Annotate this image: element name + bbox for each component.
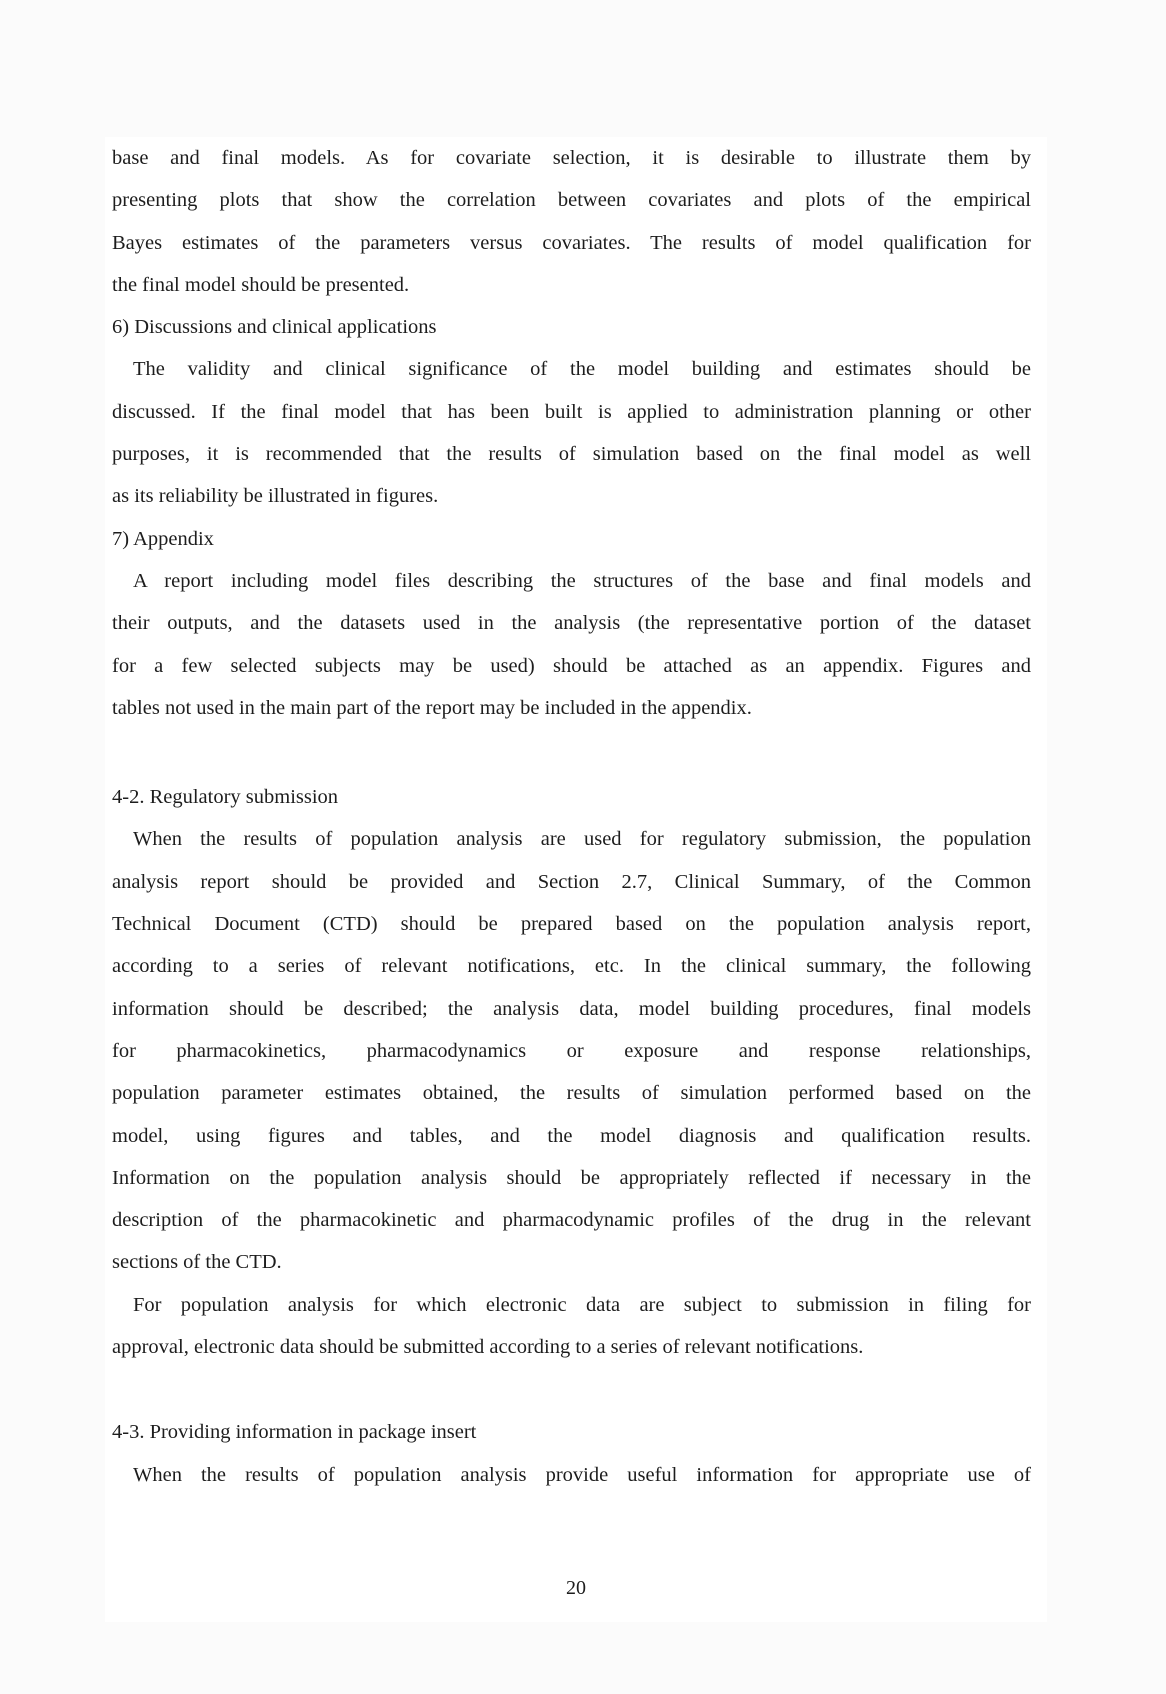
text-line: Bayes estimates of the parameters versus covariates. The results of model qualification for <box>112 231 1031 254</box>
text-line: purposes, it is recommended that the results of simulation based on the final model as well <box>112 443 1031 466</box>
text-line: their outputs, and the datasets used in the analysis (the representative portion of the dataset <box>112 612 1031 635</box>
text-line: as its reliability be illustrated in figures. <box>112 485 439 508</box>
text-line: presenting plots that show the correlation between covariates and plots of the empirical <box>112 189 1031 212</box>
text-line: Technical Document (CTD) should be prepared based on the population analysis report, <box>112 913 1031 936</box>
text-line: information should be described; the analysis data, model building procedures, final models <box>112 997 1031 1020</box>
text-line: for a few selected subjects may be used) should be attached as an appendix. Figures and <box>112 654 1031 677</box>
document-page <box>105 137 1047 1622</box>
text-line: discussed. If the final model that has been built is applied to administration planning or other <box>112 400 1031 423</box>
text-line: 4-3. Providing information in package insert <box>112 1421 477 1444</box>
text-line: 6) Discussions and clinical applications <box>112 316 437 339</box>
text-line: model, using figures and tables, and the model diagnosis and qualification results. <box>112 1124 1031 1147</box>
text-line: When the results of population analysis provide useful information for appropriate use of <box>133 1463 1031 1486</box>
text-line: Information on the population analysis should be appropriately reflected if necessary in the <box>112 1166 1031 1189</box>
text-line: according to a series of relevant notifications, etc. In the clinical summary, the following <box>112 955 1031 978</box>
text-line: the final model should be presented. <box>112 273 410 296</box>
text-line: tables not used in the main part of the report may be included in the appendix. <box>112 696 752 719</box>
text-line: The validity and clinical significance of the model building and estimates should be <box>133 358 1031 381</box>
text-line: description of the pharmacokinetic and pharmacodynamic profiles of the drug in the relevant <box>112 1209 1031 1232</box>
text-line: approval, electronic data should be submitted according to a series of relevant notifications. <box>112 1336 864 1359</box>
text-line: 7) Appendix <box>112 527 214 550</box>
text-line: population parameter estimates obtained, the results of simulation performed based on the <box>112 1082 1031 1105</box>
text-line: analysis report should be provided and Section 2.7, Clinical Summary, of the Common <box>112 870 1031 893</box>
text-line: base and final models. As for covariate selection, it is desirable to illustrate them by <box>112 147 1031 169</box>
document-text <box>112 137 1031 1496</box>
text-line: sections of the CTD. <box>112 1251 282 1274</box>
text-line: For population analysis for which electronic data are subject to submission in filing for <box>133 1293 1031 1316</box>
page-number: 20 <box>566 1577 586 1599</box>
text-line: for pharmacokinetics, pharmacodynamics or exposure and response relationships, <box>112 1039 1031 1062</box>
text-line: A report including model files describing the structures of the base and final models and <box>133 569 1031 592</box>
text-line: When the results of population analysis are used for regulatory submission, the population <box>133 828 1031 851</box>
text-line: 4-2. Regulatory submission <box>112 786 339 809</box>
